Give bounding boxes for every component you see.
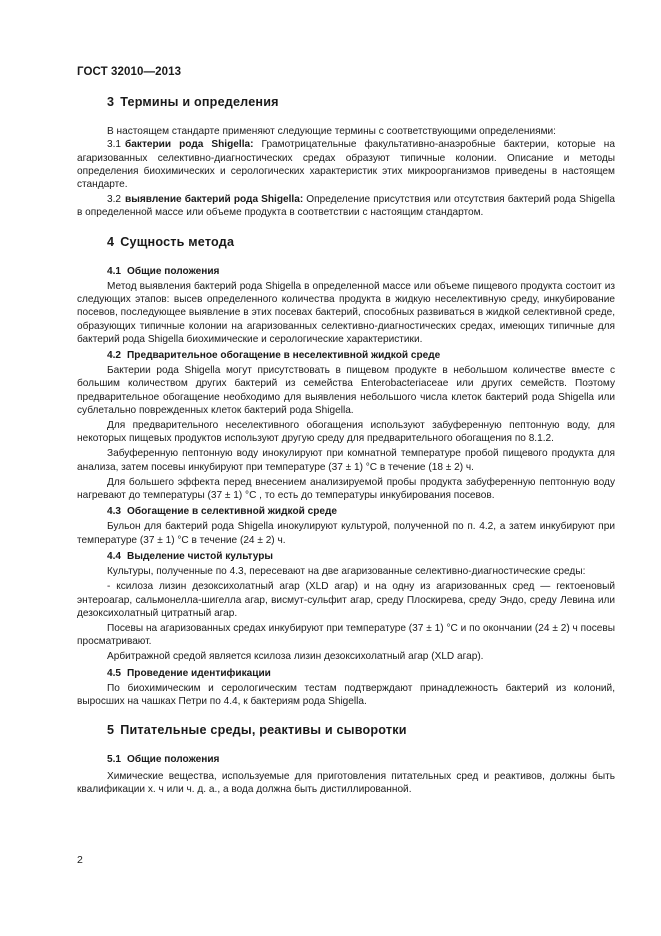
- subsection-number: 4.4: [107, 550, 122, 562]
- term-3-2: [77, 193, 615, 219]
- subsection-title: Обогащение в селективной жидкой среде: [127, 506, 338, 518]
- paragraph: Культуры, полученные по 4.3, пересевают на две агаризованные селективно-диагностические среды:: [107, 566, 586, 578]
- subsection-4-3-heading: [107, 505, 615, 518]
- subsection-number: 4.3: [107, 506, 122, 518]
- paragraph: Посевы на агаризованных средах инкубируют при температуре (37 ± 1) °С и по окончании (24 ± 2) ч посевы просматривают.: [77, 622, 615, 648]
- page-number: 2: [77, 854, 83, 866]
- section-number: 5: [107, 723, 115, 738]
- paragraph: Для предварительного неселективного обогащения используют забуференную пептонную воду, для некоторых пищевых продуктов используют другую среду для предварительного обогащения по 8.1.2.: [77, 420, 615, 445]
- subsection-title: Общие положения: [127, 754, 220, 766]
- paragraph: - ксилоза лизин дезоксихолатный агар (XLD агар) и на одну из агаризованных сред — гектоеновый энтероагар, сальмонелла-шигелла агар, висмут-сульфит агар, среду Плоскирева, среду Эндо, среду Левина или дезоксихолатный цитратный агар.: [77, 581, 615, 619]
- paragraph: Бактерии рода Shigella могут присутствовать в пищевом продукте в небольшом количестве вместе с большим количеством других бактерий из семейства Enterobacteriaceae или других семейств. Поэтому предварительное обогащение необходимо для выявления небольшого числа клеток бактерий рода Shigella или сублетально поврежденных клеток бактерий рода Shigella.: [77, 365, 615, 416]
- item-number: 3.1: [107, 139, 122, 151]
- paragraph: Химические вещества, используемые для приготовления питательных сред и реактивов, должны быть квалификации х. ч или ч. д. а., а вода должна быть дистиллированной.: [77, 770, 615, 795]
- paragraph: По биохимическим и серологическим тестам подтверждают принадлежность бактерий из колоний, выросших на чашках Петри по 4.4, к бактериям рода Shigella.: [77, 682, 615, 707]
- paragraph: Метод выявления бактерий рода Shigella в определенной массе или объеме пищевого продукта состоит из следующих этапов: высев определенного количества продукта в жидкую неселективную среду, инкубирование посевов, последующее выявление в этих посевах бактерий, способных развиваться в жидкой селективной среде, образующих типичные колонии на агаризованных селективно-диагностических средах, имеющих типичные для бактерий рода Shigella биохимические и серологические характеристики.: [77, 281, 615, 345]
- subsection-title: Проведение идентификации: [127, 667, 271, 679]
- section-5-heading: [107, 724, 615, 737]
- term-definition: Грамотрицательные факультативно-анаэробные бактерии, которые на агаризованных селективно-диагностических средах образуют типичные колонии. Описание и методы определения биохимических и серологических характеристик этих микроорганизмов приведены в настоящем стандарте.: [77, 139, 615, 191]
- term-3-1: [77, 138, 615, 191]
- section-title: Термины и определения: [120, 95, 279, 109]
- subsection-number: 4.5: [107, 667, 122, 679]
- term-name: выявление бактерий рода Shigella:: [125, 194, 304, 206]
- section-title: Сущность метода: [120, 234, 235, 249]
- subsection-number: 4.2: [107, 350, 122, 362]
- term-name: бактерии рода Shigella:: [125, 139, 254, 151]
- section-4-heading: [107, 236, 615, 249]
- subsection-title: Предварительное обогащение в неселективной жидкой среде: [127, 350, 441, 362]
- document-header: ГОСТ 32010—2013: [77, 66, 182, 78]
- subsection-title: Общие положения: [127, 265, 220, 277]
- subsection-5-1-heading: [107, 753, 615, 766]
- subsection-number: 4.1: [107, 265, 122, 277]
- subsection-4-5-heading: [107, 667, 615, 680]
- subsection-title: Выделение чистой культуры: [127, 550, 273, 562]
- subsection-4-2-heading: [107, 349, 615, 362]
- section-number: 3: [107, 95, 115, 109]
- subsection-4-1-heading: [107, 265, 615, 278]
- item-number: 3.2: [107, 194, 122, 206]
- paragraph: Бульон для бактерий рода Shigella инокулируют культурой, полученной по п. 4.2, а затем инкубируют при температуре (37 ± 1) °С в течение (24 ± 2) ч.: [77, 521, 615, 546]
- section-number: 4: [107, 234, 115, 249]
- subsection-4-4-heading: [107, 550, 615, 563]
- document-body: [77, 92, 615, 796]
- paragraph: Забуференную пептонную воду инокулируют при комнатной температуре пробой пищевого продукта для анализа, затем посевы инкубируют при температуре (37 ± 1) °С в течение (18 ± 2) ч.: [77, 448, 615, 473]
- paragraph: Для большего эффекта перед внесением анализируемой пробы продукта забуференную пептонную воду нагревают до температуры (37 ± 1) °С , то есть до температуры инкубирования посевов.: [77, 476, 615, 502]
- paragraph: Арбитражной средой является ксилоза лизин дезоксихолатный агар (XLD агар).: [107, 651, 484, 663]
- section-title: Питательные среды, реактивы и сыворотки: [120, 723, 407, 738]
- paragraph: В настоящем стандарте применяют следующие термины с соответствующими определениями:: [107, 126, 556, 138]
- section-3-heading: [107, 96, 615, 109]
- term-definition: Определение присутствия или отсутствия бактерий рода Shigella в определенной массе или объеме продукта в соответствии с настоящим стандартом.: [77, 194, 615, 219]
- subsection-number: 5.1: [107, 754, 122, 766]
